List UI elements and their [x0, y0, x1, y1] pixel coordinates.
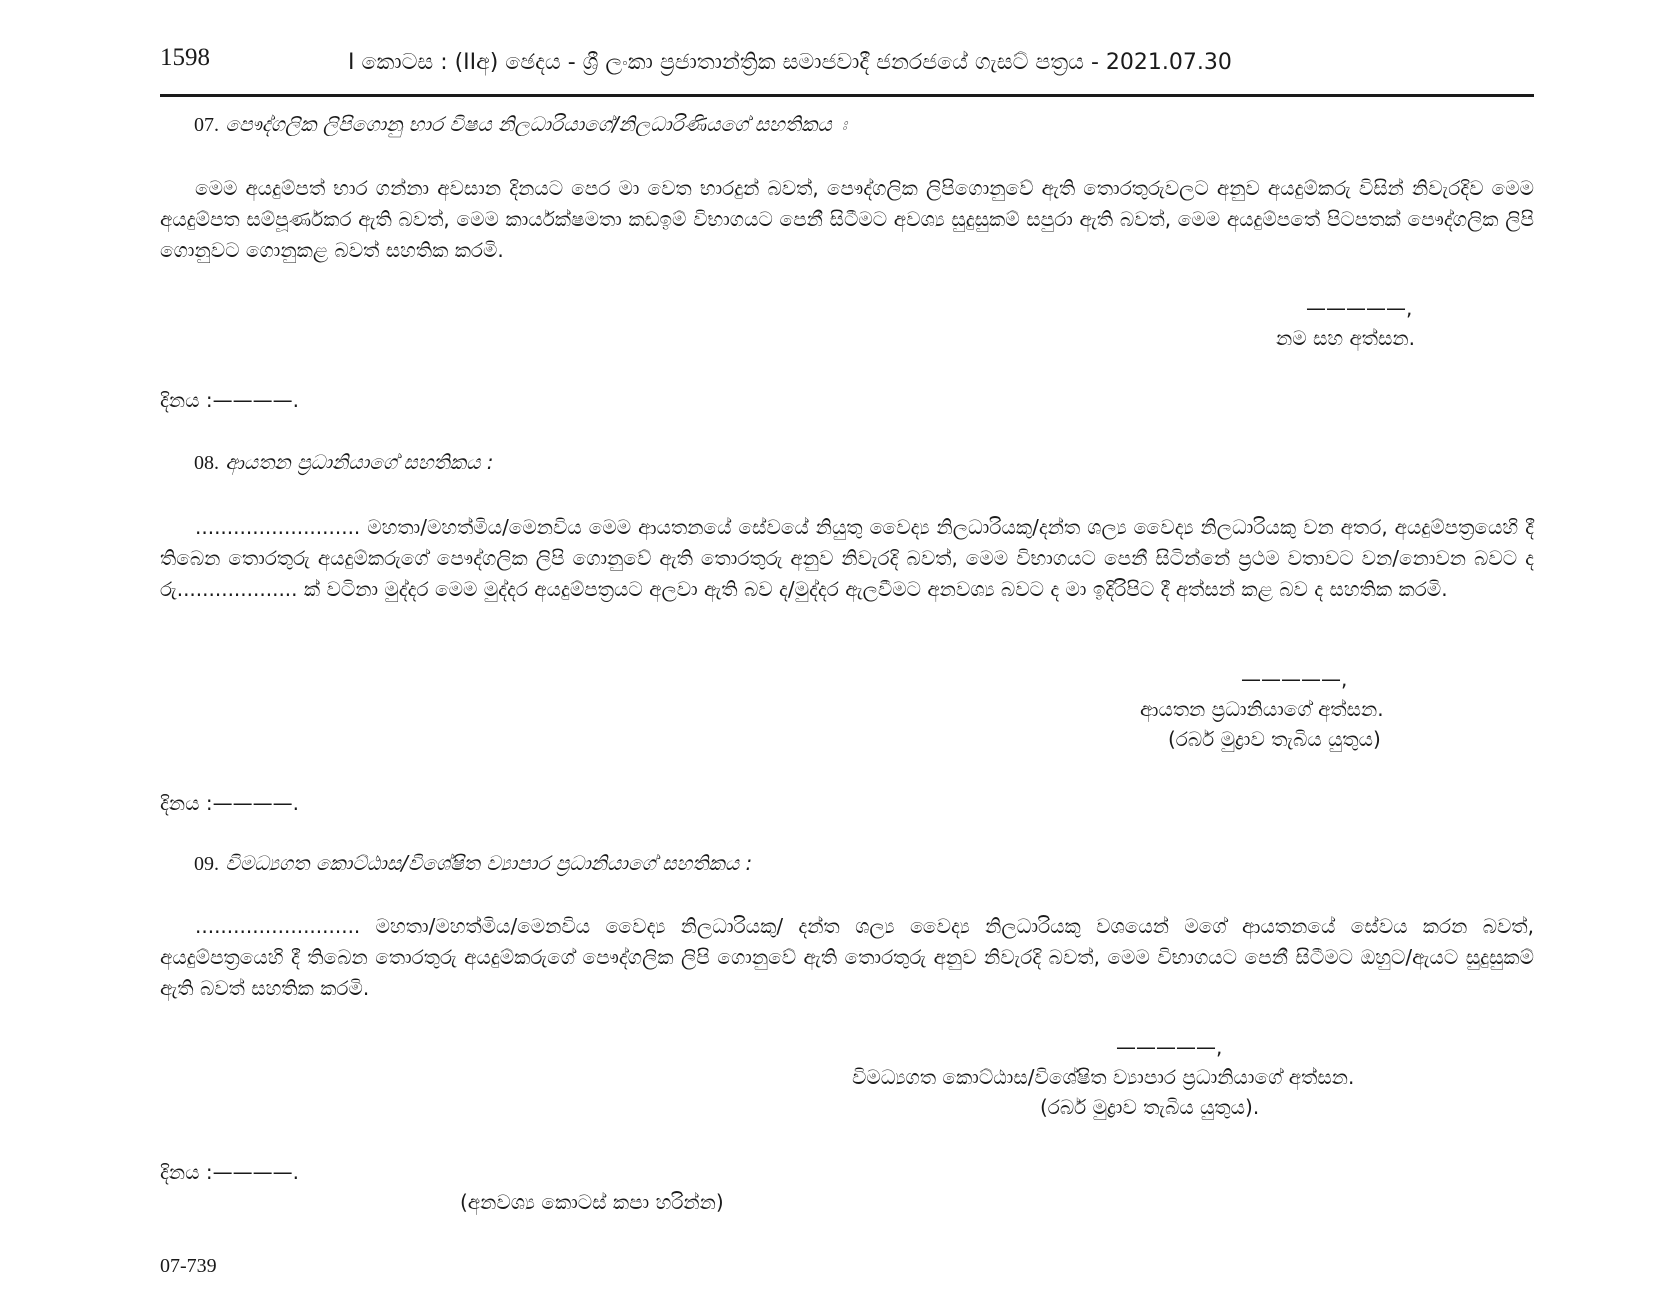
section-09-date-line: දිනය :————. — [160, 1160, 299, 1184]
section-08-date-line: දිනය :————. — [160, 791, 299, 815]
section-08-number: 08. — [194, 452, 219, 474]
section-09-number: 09. — [194, 853, 219, 875]
section-09-body: .......................... මහතා/මහත්මිය/මෙනවිය වෛද්‍ය නිලධාරියකු/ දන්ත ශල්‍ය වෛද්‍ය නිලධාරියකු වශයෙන් මගේ ආයතනයේ සේවය කරන බවත්, අයදුම්පත්‍රයෙහි දී තිබෙන තොරතුරු අයදුම්කරුගේ පෞද්ගලික ලිපි ගොනුවේ ඇති තොරතුරු අනුව නිවැරදි බවත්, මෙම විභාගයට පෙනී සිටීමට ඔහුට/ඇයට සුදුසුකම් ඇති බවත් සහතික කරමි. — [160, 914, 1534, 1000]
gazette-header-title: I කොටස : (IIඅ) ඡෙදය - ශ්‍රී ලංකා ප්‍රජාතාන්ත්‍රික සමාජවාදී ජනරජයේ ගැසට් පත්‍රය - 2021.07.30 — [348, 50, 1232, 75]
section-07-signature-caption: නම සහ අත්සන. — [1276, 326, 1415, 350]
page-number: 1598 — [160, 44, 210, 71]
section-09-title: විමධ්‍යගත කොට්ඨාස/විශේෂිත ව්‍යාපාර ප්‍රධානියාගේ සහතිකය : — [225, 851, 753, 875]
section-07-title: පෞද්ගලික ලිපිගොනු භාර විෂය නිලධාරියාගේ/නිලධාරිණියගේ සහතිකය ඃ — [225, 112, 847, 136]
section-07-heading — [194, 112, 847, 137]
section-07-date-line: දිනය :————. — [160, 388, 299, 412]
document-code: 07-739 — [160, 1255, 217, 1277]
section-07-signature-line: —————, — [1306, 296, 1413, 320]
header-divider — [160, 94, 1534, 97]
section-08-title: ආයතන ප්‍රධානියාගේ සහතිකය : — [225, 450, 494, 474]
section-09-stamp-note: (රබර් මුද්‍රාව තැබිය යුතුය). — [1040, 1095, 1260, 1119]
section-09-signature-line: —————, — [1116, 1035, 1223, 1059]
section-07-number: 07. — [194, 114, 219, 136]
section-08-signature-caption: ආයතන ප්‍රධානියාගේ අත්සන. — [1140, 697, 1384, 721]
section-08-signature-line: —————, — [1241, 667, 1348, 691]
section-08-stamp-note: (රබර් මුද්‍රාව තැබිය යුතුය) — [1168, 727, 1381, 751]
section-07-body: මෙම අයදුම්පත් භාර ගන්නා අවසාන දිනයට පෙර මා වෙත භාරදුන් බවත්, පෞද්ගලික ලිපිගොනුවේ ඇති තොරතුරුවලට අනුව අයදුම්කරු විසින් නිවැරදිව මෙම අයදුම්පත සම්පූර්ණකර ඇති බවත්, මෙම කාර්යක්ෂමතා කඩඉම් විභාගයට පෙනී සිටීමට අවශ්‍ය සුදුසුකම් සපුරා ඇති බවත්, මෙම අයදුම්පතේ පිටපතක් පෞද්ගලික ලිපි ගොනුවට ගොනුකළ බවත් සහතික කරමි. — [160, 176, 1534, 262]
section-09-signature-caption: විමධ්‍යගත කොට්ඨාස/විශේෂිත ව්‍යාපාර ප්‍රධානියාගේ අත්සන. — [852, 1065, 1355, 1089]
section-09-heading — [194, 851, 752, 876]
cut-unneeded-note: (අනවශ්‍ය කොටස් කපා හරින්න) — [460, 1190, 724, 1214]
section-08-heading — [194, 450, 494, 475]
section-08-body: .......................... මහතා/මහත්මිය/මෙනවිය මෙම ආයතනයේ සේවයේ නියුතු වෛද්‍ය නිලධාරියකු/දන්ත ශල්‍ය වෛද්‍ය නිලධාරියකු වන අතර, අයදුම්පත්‍රයෙහි දී තිබෙන තොරතුරු අයදුම්කරුගේ පෞද්ගලික ලිපි ගොනුවේ ඇති තොරතුරු අනුව නිවැරදි බවත්, මෙම විභාගයට පෙනී සිටින්නේ ප්‍රථම වතාවට වන/නොවන බවට ද රු................... ක් වටිනා මුද්දර මෙම මුද්දර අයදුම්පත්‍රයට අලවා ඇති බව ද/මුද්දර ඇලවීමට අනවශ්‍ය බවට ද මා ඉදිරිපිට දී අත්සන් කළ බව ද සහතික කරමි. — [160, 515, 1534, 601]
